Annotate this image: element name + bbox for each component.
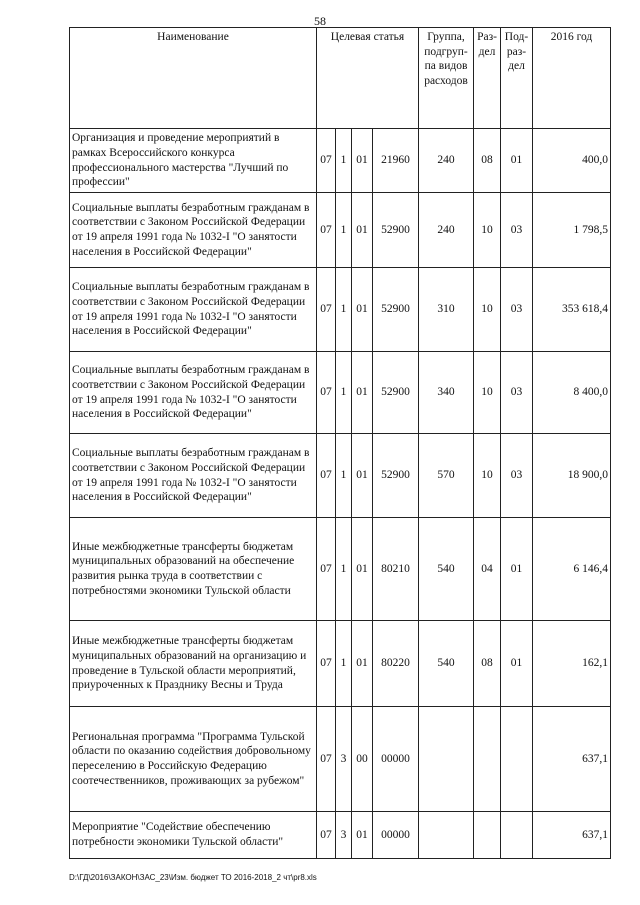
cell-subsection: 03 [501,434,533,518]
table-header [70,28,611,129]
table-row [70,129,611,193]
cell-section: 10 [474,268,501,352]
cell-main-event: 01 [352,434,373,518]
cell-name: Региональная программа "Программа Тульской области по оказанию содействия добровольному переселению в Российскую Федерацию соотечественников, проживающих за рубежом" [70,707,317,812]
cell-section [474,812,501,859]
cell-program: 07 [317,518,336,621]
cell-section: 04 [474,518,501,621]
cell-program: 07 [317,268,336,352]
cell-main-event: 00 [352,707,373,812]
cell-subprogram: 1 [336,193,352,268]
cell-amount-2016: 6 146,4 [533,518,611,621]
cell-subsection: 03 [501,352,533,434]
cell-expense-group: 540 [419,621,474,707]
cell-section: 10 [474,193,501,268]
table-row [70,434,611,518]
table-row [70,812,611,859]
cell-subprogram: 1 [336,129,352,193]
table-row [70,707,611,812]
cell-subsection: 03 [501,268,533,352]
cell-amount-2016: 1 798,5 [533,193,611,268]
cell-section: 08 [474,621,501,707]
table-row [70,193,611,268]
cell-section: 08 [474,129,501,193]
header-name: Наименование [70,28,317,129]
cell-amount-2016: 637,1 [533,812,611,859]
cell-direction: 21960 [373,129,419,193]
cell-subprogram: 3 [336,812,352,859]
cell-expense-group: 240 [419,129,474,193]
cell-main-event: 01 [352,129,373,193]
cell-program: 07 [317,434,336,518]
cell-amount-2016: 8 400,0 [533,352,611,434]
cell-direction: 52900 [373,434,419,518]
cell-direction: 52900 [373,193,419,268]
file-path-footer: D:\ГД\2016\ЗАКОН\ЗАС_23\Изм. бюджет ТО 2016-2018_2 чт\pr8.xls [69,873,317,882]
table-row [70,268,611,352]
cell-program: 07 [317,352,336,434]
cell-name: Социальные выплаты безработным гражданам в соответствии с Законом Российской Федерации от 19 апреля 1991 года № 1032-I "О занятости населения в Российской Федерации" [70,268,317,352]
cell-expense-group: 540 [419,518,474,621]
cell-subsection [501,812,533,859]
page-number: 58 [314,14,326,28]
cell-subsection: 01 [501,129,533,193]
cell-name: Социальные выплаты безработным гражданам в соответствии с Законом Российской Федерации от 19 апреля 1991 года № 1032-I "О занятости населения в Российской Федерации" [70,193,317,268]
cell-expense-group: 310 [419,268,474,352]
budget-table [69,27,611,859]
cell-main-event: 01 [352,193,373,268]
table-body [70,129,611,859]
cell-subprogram: 3 [336,707,352,812]
cell-name: Социальные выплаты безработным гражданам в соответствии с Законом Российской Федерации от 19 апреля 1991 года № 1032-I "О занятости населения в Российской Федерации" [70,434,317,518]
cell-section: 10 [474,352,501,434]
cell-subsection: 01 [501,518,533,621]
cell-name: Мероприятие "Содействие обеспечению потребности экономики Тульской области" [70,812,317,859]
header-group: Группа, подгруп-па видов расходов [419,28,474,129]
cell-subprogram: 1 [336,434,352,518]
cell-expense-group [419,707,474,812]
cell-name: Иные межбюджетные трансферты бюджетам муниципальных образований на обеспечение развития рынка труда в соответствии с потребностями экономики Тульской области [70,518,317,621]
cell-subprogram: 1 [336,268,352,352]
cell-subprogram: 1 [336,621,352,707]
cell-direction: 80210 [373,518,419,621]
cell-name: Иные межбюджетные трансферты бюджетам муниципальных образований на организацию и проведение в Тульской области мероприятий, приуроченных к Празднику Весны и Труда [70,621,317,707]
cell-program: 07 [317,193,336,268]
cell-name: Социальные выплаты безработным гражданам в соответствии с Законом Российской Федерации от 19 апреля 1991 года № 1032-I "О занятости населения в Российской Федерации" [70,352,317,434]
cell-amount-2016: 18 900,0 [533,434,611,518]
cell-main-event: 01 [352,268,373,352]
cell-expense-group: 340 [419,352,474,434]
header-section: Раз-дел [474,28,501,129]
cell-amount-2016: 353 618,4 [533,268,611,352]
cell-amount-2016: 637,1 [533,707,611,812]
cell-expense-group: 570 [419,434,474,518]
table-row [70,621,611,707]
cell-main-event: 01 [352,812,373,859]
cell-direction: 52900 [373,268,419,352]
cell-amount-2016: 400,0 [533,129,611,193]
cell-amount-2016: 162,1 [533,621,611,707]
cell-subsection: 03 [501,193,533,268]
cell-name: Организация и проведение мероприятий в рамках Всероссийского конкурса профессионального мастерства "Лучший по профессии" [70,129,317,193]
cell-program: 07 [317,621,336,707]
header-subsection: Под-раз-дел [501,28,533,129]
cell-main-event: 01 [352,352,373,434]
table-row [70,352,611,434]
cell-expense-group: 240 [419,193,474,268]
cell-expense-group [419,812,474,859]
cell-subprogram: 1 [336,352,352,434]
table-row [70,518,611,621]
cell-main-event: 01 [352,518,373,621]
cell-section [474,707,501,812]
cell-main-event: 01 [352,621,373,707]
header-year: 2016 год [533,28,611,129]
cell-direction: 00000 [373,812,419,859]
cell-subsection: 01 [501,621,533,707]
cell-program: 07 [317,129,336,193]
cell-subprogram: 1 [336,518,352,621]
cell-program: 07 [317,812,336,859]
cell-section: 10 [474,434,501,518]
cell-direction: 52900 [373,352,419,434]
cell-direction: 00000 [373,707,419,812]
cell-program: 07 [317,707,336,812]
cell-direction: 80220 [373,621,419,707]
cell-subsection [501,707,533,812]
header-target-article: Целевая статья [317,28,419,129]
